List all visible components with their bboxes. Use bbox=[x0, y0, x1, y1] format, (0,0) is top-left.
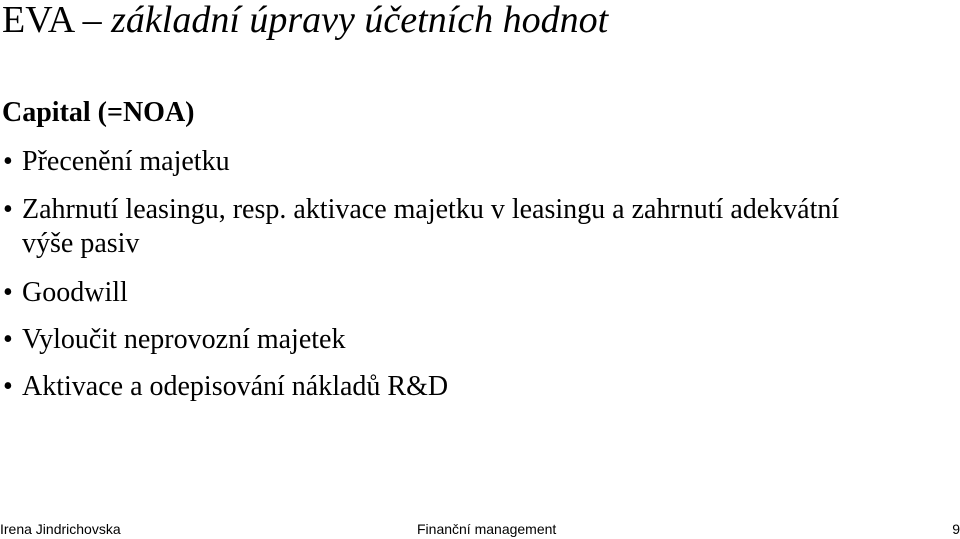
slide-title-lead: EVA – bbox=[2, 0, 102, 41]
footer-course: Finanční management bbox=[417, 521, 557, 537]
bullet-text: Goodwill bbox=[22, 277, 128, 308]
bullet-text: Vyloučit neprovozní majetek bbox=[22, 324, 346, 355]
bullet-text: Aktivace a odepisování nákladů R&D bbox=[22, 371, 449, 402]
bullet-marker: • bbox=[3, 194, 13, 225]
footer-author: Irena Jindrichovska bbox=[0, 521, 121, 537]
bullet-marker: • bbox=[3, 146, 13, 177]
bullet-marker: • bbox=[3, 371, 13, 402]
slide-title-rest: základní úpravy účetních hodnot bbox=[101, 0, 609, 41]
footer-page-number: 9 bbox=[952, 521, 960, 537]
section-heading: Capital (=NOA) bbox=[2, 97, 195, 128]
bullet-text: Přecenění majetku bbox=[22, 146, 230, 177]
bullet-marker: • bbox=[3, 324, 13, 355]
bullet-marker: • bbox=[3, 277, 13, 308]
slide-title bbox=[2, 0, 608, 44]
bullet-text: Zahrnutí leasingu, resp. aktivace majetku v leasingu a zahrnutí adekvátní výše pasiv bbox=[22, 194, 840, 259]
